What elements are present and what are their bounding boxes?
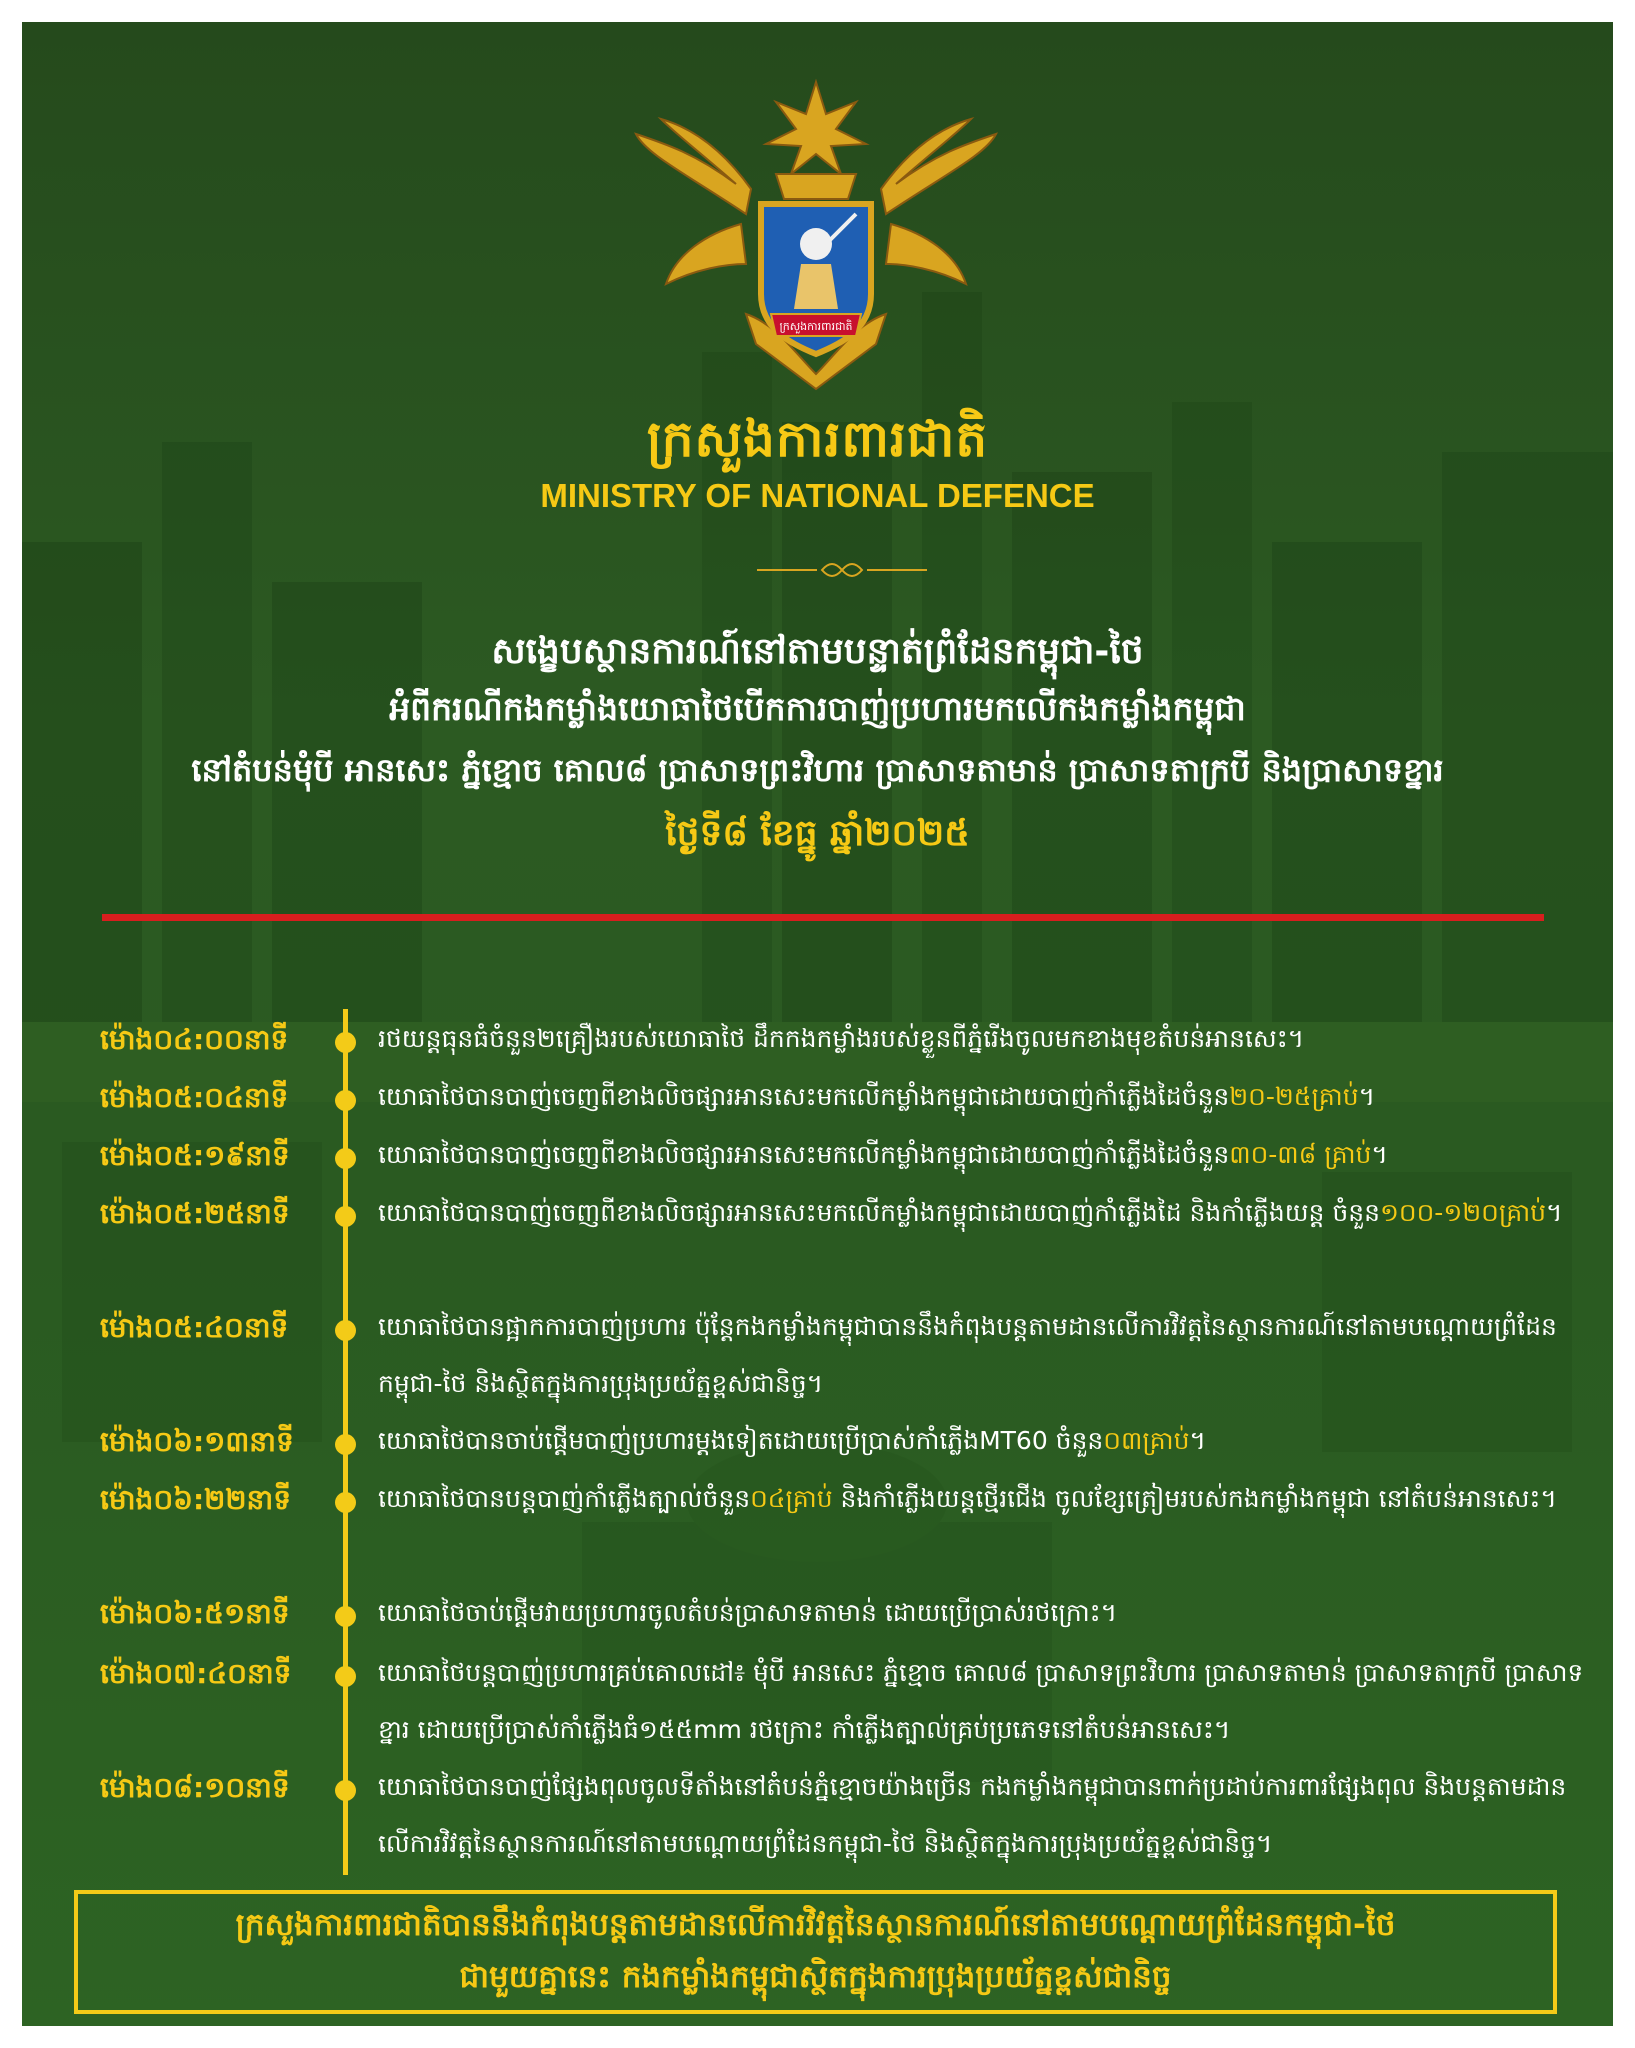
headline-line-2: អំពីករណីកងកម្លាំងយោធាថៃបើកការបាញ់ប្រហារមកលើកងកម្លាំងកម្ពុជា xyxy=(389,689,1246,728)
event-text-highlight: ០៣គ្រាប់ xyxy=(1103,1426,1190,1455)
event-time: ម៉ោង០៦:១៣នាទី xyxy=(100,1425,294,1458)
timeline-dot xyxy=(335,1606,356,1627)
event-text-main: យោធាថៃបានបាញ់ចេញពីខាងលិចផ្សារអានសេះមកលើកម្លាំងកម្ពុជាដោយបាញ់កាំភ្លើងដៃចំនួន xyxy=(378,1140,1230,1169)
event-text: យោធាថៃបន្តបាញ់ប្រហារគ្រប់គោលដៅ៖ មុំបី អានសេះ ភ្នំខ្មោច គោល៨ ប្រាសាទព្រះវិហារ ប្រាសាទតាមាន់ ប្រាសាទតាក្របី ប្រាសាទខ្នារ ដោយប្រើប្រាស់កាំភ្លើងធំ១៥៥mm រថក្រោះ កាំភ្លើងត្បាល់គ្រប់ប្រភេទនៅតំបន់អានសេះ។ xyxy=(378,1658,1584,1744)
event-text: រថយន្តធុនធំចំនួន២គ្រឿងរបស់យោធាថៃ ដឹកកងកម្លាំងរបស់ខ្លួនពីភ្នំរើងចូលមកខាងមុខតំបន់អានសេះ។ xyxy=(378,1024,1305,1053)
timeline-dot xyxy=(335,1320,356,1341)
event-time: ម៉ោង០៥:៤០នាទី xyxy=(100,1311,289,1344)
event-text-end: ។ xyxy=(1371,1140,1388,1169)
event-text xyxy=(378,1126,1593,1183)
event-text xyxy=(378,1068,1593,1125)
event-time: ម៉ោង០៨:១០នាទី xyxy=(100,1771,290,1804)
ministry-title-khmer: ក្រសួងការពារជាតិ xyxy=(646,409,989,468)
event-text-end: ។ xyxy=(1546,1198,1563,1227)
timeline-dot xyxy=(335,1148,356,1169)
event-text-end: និងកាំភ្លើងយន្តថ្មើរជើង ចូលខ្សែត្រៀមរបស់កងកម្លាំងកម្ពុជា នៅតំបន់អានសេះ។ xyxy=(832,1484,1557,1513)
event-text-highlight: ១០០-១២០គ្រាប់ xyxy=(1379,1198,1546,1227)
headline-line-1: សង្ខេបស្ថានការណ៍នៅតាមបន្ទាត់ព្រំដែនកម្ពុជា-ថៃ xyxy=(491,631,1144,672)
timeline-dot xyxy=(335,1206,356,1227)
event-text-main: យោធាថៃបានបាញ់ចេញពីខាងលិចផ្សារអានសេះមកលើកម្លាំងកម្ពុជាដោយបាញ់កាំភ្លើងដៃចំនួន xyxy=(378,1082,1230,1111)
headline-date: ថ្ងៃទី៨ ខែធ្នូ ឆ្នាំ២០២៥ xyxy=(665,813,970,854)
event-text-highlight: ២០-២៥គ្រាប់ xyxy=(1229,1082,1359,1111)
red-divider xyxy=(102,914,1544,921)
headline-line-3: នៅតំបន់មុំបី អានសេះ ភ្នំខ្មោច គោល៨ ប្រាសាទព្រះវិហារ ប្រាសាទតាមាន់ ប្រាសាទតាក្របី និងប្រាសាទខ្នារ xyxy=(191,751,1444,789)
event-text-main: យោធាថៃបានចាប់ផ្តើមបាញ់ប្រហារម្តងទៀតដោយប្រើប្រាស់កាំភ្លើងMT60 ចំនួន xyxy=(378,1426,1104,1455)
timeline-dot xyxy=(335,1090,356,1111)
event-text xyxy=(378,1184,1593,1241)
event-text: យោធាថៃចាប់ផ្តើមវាយប្រហារចូលតំបន់ប្រាសាទតាមាន់ ដោយប្រើប្រាស់រថក្រោះ។ xyxy=(378,1598,1118,1627)
timeline-dot xyxy=(335,1032,356,1053)
event-time: ម៉ោង០៦:៥១នាទី xyxy=(100,1597,290,1630)
event-time: ម៉ោង០៤:០០នាទី xyxy=(100,1023,289,1056)
ministry-title-english: MINISTRY OF NATIONAL DEFENCE xyxy=(540,477,1095,514)
event-time: ម៉ោង០៥:០៤នាទី xyxy=(100,1081,289,1114)
footer-line-1: ក្រសួងការពារជាតិបាននឹងកំពុងបន្តតាមដានលើការវិវត្តនៃស្ថានការណ៍នៅតាមបណ្តោយព្រំដែនកម្ពុជា-ថៃ xyxy=(235,1907,1396,1943)
event-text-highlight: ៣០-៣៨ គ្រាប់ xyxy=(1229,1140,1372,1169)
event-text: យោធាថៃបានបាញ់ផ្សែងពុលចូលទីតាំងនៅតំបន់ភ្នំខ្មោចយ៉ាងច្រើន កងកម្លាំងកម្ពុជាបានពាក់ប្រដាប់ការពារផ្សែងពុល និងបន្តតាមដានលើការវិវត្តនៃស្ថានការណ៍នៅតាមបណ្តោយព្រំដែនកម្ពុជា-ថៃ និងស្ថិតក្នុងការប្រុងប្រយ័ត្នខ្ពស់ជានិច្ច។ xyxy=(378,1772,1567,1858)
emblem-ribbon-text: ក្រសួងការពារជាតិ xyxy=(779,320,853,333)
event-text xyxy=(378,1470,1593,1527)
event-text-main: យោធាថៃបានបាញ់ចេញពីខាងលិចផ្សារអានសេះមកលើកម្លាំងកម្ពុជាដោយបាញ់កាំភ្លើងដៃ និងកាំភ្លើងយន្ត ចំនួន xyxy=(378,1198,1380,1227)
event-text-highlight: ០៤គ្រាប់ xyxy=(750,1484,833,1513)
event-time: ម៉ោង០៦:២២នាទី xyxy=(100,1483,291,1516)
event-text: យោធាថៃបានផ្អាកការបាញ់ប្រហារ ប៉ុន្តែកងកម្លាំងកម្ពុជាបាននឹងកំពុងបន្តតាមដានលើការវិវត្តនៃស្ថានការណ៍នៅតាមបណ្តោយព្រំដែនកម្ពុជា-ថៃ និងស្ថិតក្នុងការប្រុងប្រយ័ត្នខ្ពស់ជានិច្ច។ xyxy=(378,1312,1557,1398)
green-panel xyxy=(22,22,1613,2026)
ministry-emblem xyxy=(626,74,1006,394)
timeline-dot xyxy=(335,1492,356,1513)
event-time: ម៉ោង០៥:១៩នាទី xyxy=(100,1139,290,1172)
timeline-dot xyxy=(335,1666,356,1687)
timeline-dot xyxy=(335,1780,356,1801)
event-time: ម៉ោង០៧:៤០នាទី xyxy=(100,1657,292,1690)
event-time: ម៉ោង០៥:២៥នាទី xyxy=(100,1197,290,1230)
footer-statement-box xyxy=(74,1890,1557,2014)
timeline-dot xyxy=(335,1434,356,1455)
event-text-main: យោធាថៃបានបន្តបាញ់កាំភ្លើងត្បាល់ចំនួន xyxy=(378,1484,751,1513)
event-text xyxy=(378,1412,1593,1469)
footer-line-2: ជាមួយគ្នានេះ កងកម្លាំងកម្ពុជាស្ថិតក្នុងការប្រុងប្រយ័ត្នខ្ពស់ជានិច្ច xyxy=(459,1959,1172,1995)
event-text-end: ។ xyxy=(1189,1426,1206,1455)
event-text-end: ។ xyxy=(1358,1082,1376,1111)
divider-ornament xyxy=(757,562,927,578)
